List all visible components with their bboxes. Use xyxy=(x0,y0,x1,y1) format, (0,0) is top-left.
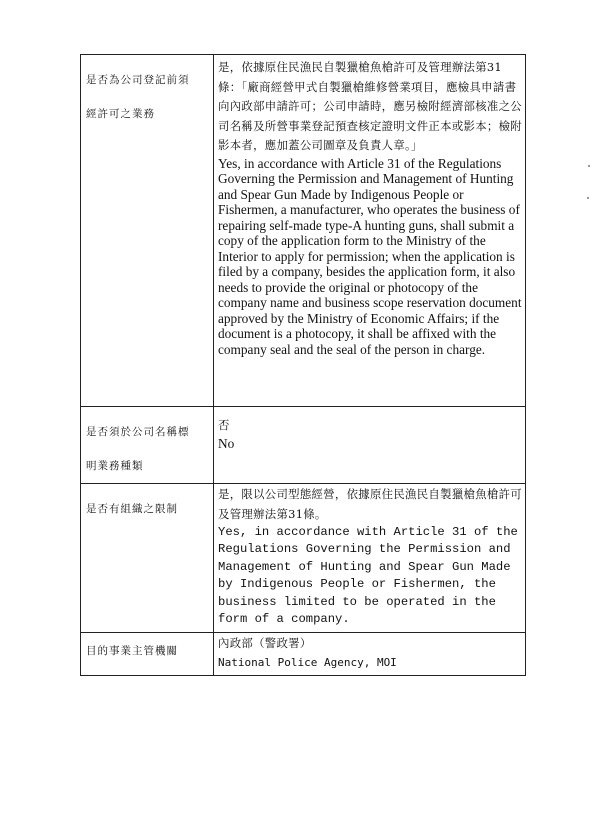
value-cell xyxy=(214,484,526,633)
table-row xyxy=(81,407,526,484)
chinese-text: 是，依據原住民漁民自製獵槍魚槍許可及管理辦法第31條：「廠商經營甲式自製獵槍維修營業項目，應檢具申請書向內政部申請許可；公司申請時，應另檢附經濟部核准之公司名稱及所營事業登記預查核定證明文件正本或影本；檢附影本者，應加蓋公司圖章及負責人章。」 xyxy=(218,60,522,152)
chinese-text: 否 xyxy=(218,418,230,432)
table-row xyxy=(81,55,526,407)
label-cell xyxy=(81,484,214,633)
english-text: No xyxy=(218,435,235,451)
value-cell xyxy=(214,633,526,676)
english-text: National Police Agency, MOI xyxy=(218,655,397,669)
label-line: 是否為公司登記前須 xyxy=(86,74,190,86)
table-row xyxy=(81,633,526,676)
label-cell xyxy=(81,633,214,676)
label-cell xyxy=(81,55,214,407)
label-line: 是否有組織之限制 xyxy=(86,503,178,515)
label-line: 目的事業主管機關 xyxy=(86,645,178,657)
table-row xyxy=(81,484,526,633)
value-cell xyxy=(214,55,526,407)
label-line: 明業務種類 xyxy=(86,460,144,472)
english-text: Yes, in accordance with Article 31 of the Regulations Governing the Permission and Management of Hunting and Spear Gun Made by Indigenous People or Fishermen, the business limited to be operated in the form of a company. xyxy=(218,525,518,627)
label-cell xyxy=(81,407,214,484)
value-cell xyxy=(214,407,526,484)
chinese-text: 內政部（警政署） xyxy=(218,636,312,650)
label-line: 經許可之業務 xyxy=(86,108,155,120)
business-info-table xyxy=(80,54,526,676)
scan-speck xyxy=(587,197,589,199)
label-line: 是否須於公司名稱標 xyxy=(86,426,190,438)
english-text: Yes, in accordance with Article 31 of the Regulations Governing the Permission and Management of Hunting and Spear Gun Made by Indigenous People or Fishermen, a manufacturer, who operates the business of repairing self-made type-A hunting guns, shall submit a copy of the application form to the Ministry of the Interior to apply for permission; when the application is filed by a company, besides the application form, it also needs to provide the original or photocopy of the company name and business scope reservation document approved by the Ministry of Economic Affairs; if the document is a photocopy, it shall be affixed with the company seal and the seal of the person in charge. xyxy=(218,155,522,357)
chinese-text: 是，限以公司型態經營，依據原住民漁民自製獵槍魚槍許可及管理辦法第31條。 xyxy=(218,487,522,521)
scan-speck xyxy=(588,165,590,167)
